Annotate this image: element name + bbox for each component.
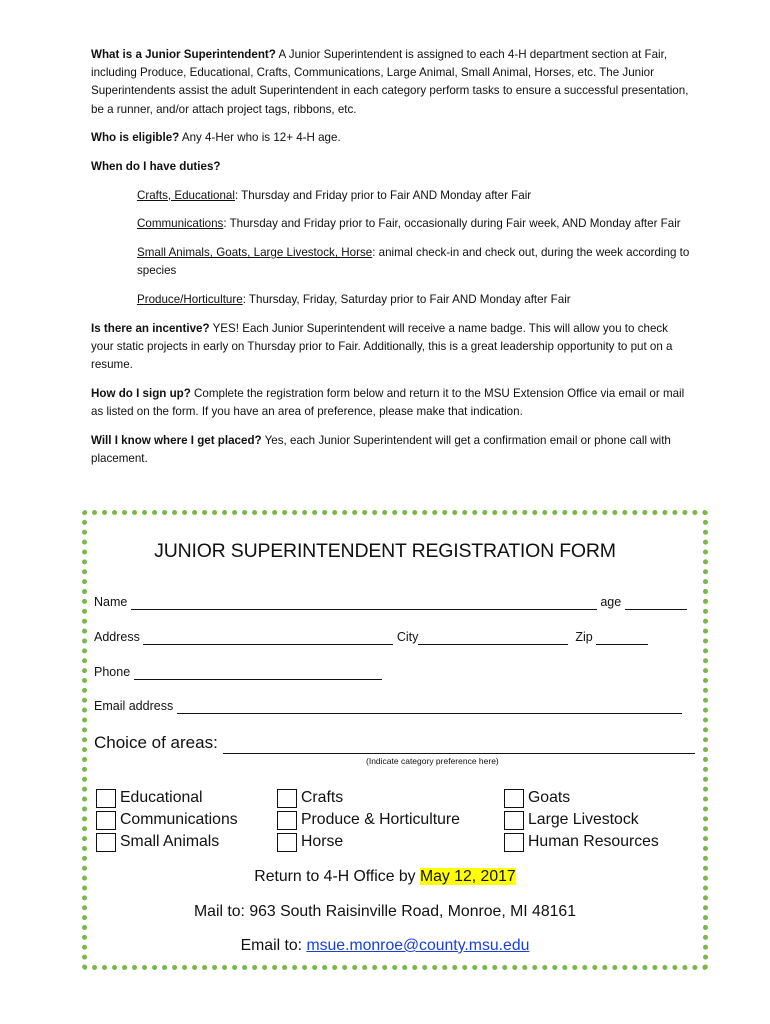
areas-column-2 (277, 787, 460, 853)
area-option[interactable] (277, 831, 460, 853)
duty-text: : Thursday and Friday prior to Fair AND Monday after Fair (234, 188, 532, 202)
email-row (94, 699, 682, 714)
checkbox[interactable] (277, 811, 297, 830)
phone-label: Phone (94, 665, 131, 679)
checkbox[interactable] (277, 833, 297, 852)
area-option[interactable] (504, 809, 659, 831)
checkbox[interactable] (96, 833, 116, 852)
age-field[interactable] (625, 595, 687, 610)
choice-field[interactable] (223, 733, 695, 754)
address-row (94, 630, 648, 645)
address-label: Address (94, 630, 140, 644)
checkbox[interactable] (96, 789, 116, 808)
what-question: What is a Junior Superintendent? (91, 48, 276, 61)
area-option[interactable] (504, 831, 659, 853)
choice-label: Choice of areas: (94, 733, 218, 752)
checkbox[interactable] (96, 811, 116, 830)
duty-category: Crafts, Educational (137, 188, 235, 202)
email-link[interactable]: msue.monroe@county.msu.edu (306, 937, 530, 954)
area-label: Crafts (301, 789, 344, 806)
duties-question: When do I have duties? (91, 160, 221, 174)
zip-field[interactable] (596, 630, 648, 645)
choice-hint: (Indicate category preference here) (366, 756, 499, 766)
area-label: Educational (120, 789, 203, 806)
address-field[interactable] (143, 630, 393, 645)
age-label: age (600, 595, 622, 609)
duty-item (137, 244, 691, 280)
checkbox[interactable] (504, 789, 524, 808)
placed-question: Will I know where I get placed? (91, 433, 262, 447)
what-answer: A Junior Superintendent is assigned to each 4-H department section at Fair, including Produce, Educational, Crafts, Communications, Large Animal, Small Animal, Horses, etc. The Junior Superintendents assist the adult Superintendent in each category perform tasks to ensure a successful presentation, be a runner, and/or attach project tags, ribbons, etc. (91, 48, 689, 116)
mail-address: Mail to: 963 South Raisinville Road, Monroe, MI 48161 (194, 903, 576, 920)
city-field[interactable] (418, 630, 568, 645)
email-field[interactable] (177, 699, 682, 714)
signup-answer: Complete the registration form below and return it to the MSU Extension Office via email or mail as listed on the form. If you have an area of preference, please make that indication. (91, 386, 685, 419)
area-option[interactable] (96, 831, 238, 853)
zip-label: Zip (575, 630, 593, 644)
eligible-paragraph (91, 129, 691, 147)
name-row (94, 595, 687, 610)
city-label: City (396, 630, 419, 644)
signup-paragraph (91, 385, 691, 421)
what-paragraph (91, 46, 691, 119)
area-option[interactable] (504, 787, 659, 809)
duty-item (137, 187, 691, 205)
checkbox[interactable] (504, 833, 524, 852)
area-option[interactable] (96, 809, 238, 831)
phone-row (94, 665, 382, 680)
incentive-question: Is there an incentive? (91, 321, 210, 335)
placed-paragraph (91, 432, 691, 468)
eligible-question: Who is eligible? (91, 131, 180, 145)
area-label: Human Resources (528, 833, 659, 850)
phone-field[interactable] (134, 665, 382, 680)
name-label: Name (94, 595, 128, 609)
area-label: Large Livestock (528, 811, 639, 828)
info-section (91, 46, 691, 479)
duty-category: Produce/Horticulture (137, 293, 243, 307)
duty-item (137, 215, 691, 233)
area-label: Small Animals (120, 833, 220, 850)
checkbox[interactable] (504, 811, 524, 830)
placed-answer: Yes, each Junior Superintendent will get a confirmation email or phone call with placement. (91, 433, 671, 465)
duty-text: : Thursday and Friday prior to Fair, occasionally during Fair week, AND Monday after Fair (223, 217, 681, 231)
duty-item (137, 291, 691, 309)
area-label: Produce & Horticulture (301, 811, 460, 828)
incentive-paragraph (91, 320, 691, 375)
incentive-answer: YES! Each Junior Superintendent will receive a name badge. This will allow you to check your static projects in early on Thursday prior to Fair. Additionally, this is a great leadership opportunity to put on a resume. (91, 321, 673, 372)
return-prefix: Return to 4-H Office by (254, 868, 420, 885)
return-instructions (0, 868, 770, 886)
eligible-answer: Any 4-Her who is 12+ 4-H age. (179, 131, 341, 145)
area-option[interactable] (277, 809, 460, 831)
signup-question: How do I sign up? (91, 386, 191, 400)
area-option[interactable] (96, 787, 238, 809)
checkbox[interactable] (277, 789, 297, 808)
areas-column-3 (504, 787, 659, 853)
area-label: Communications (120, 811, 238, 828)
email-instructions (0, 937, 770, 955)
email-label: Email address (94, 699, 174, 713)
duty-text: : animal check-in and check out, during the week according to species (137, 246, 690, 278)
duty-text: : Thursday, Friday, Saturday prior to Fair AND Monday after Fair (242, 293, 571, 307)
return-date: May 12, 2017 (419, 868, 516, 885)
name-field[interactable] (131, 595, 597, 610)
area-option[interactable] (277, 787, 460, 809)
areas-column-1 (96, 787, 238, 853)
duties-heading (91, 158, 691, 176)
area-label: Goats (528, 789, 571, 806)
choice-row (94, 733, 695, 754)
duty-category: Communications (137, 217, 224, 231)
form-title: JUNIOR SUPERINTENDENT REGISTRATION FORM (154, 540, 616, 562)
area-label: Horse (301, 833, 344, 850)
email-prefix: Email to: (240, 937, 307, 954)
duty-category: Small Animals, Goats, Large Livestock, Horse (137, 246, 373, 260)
